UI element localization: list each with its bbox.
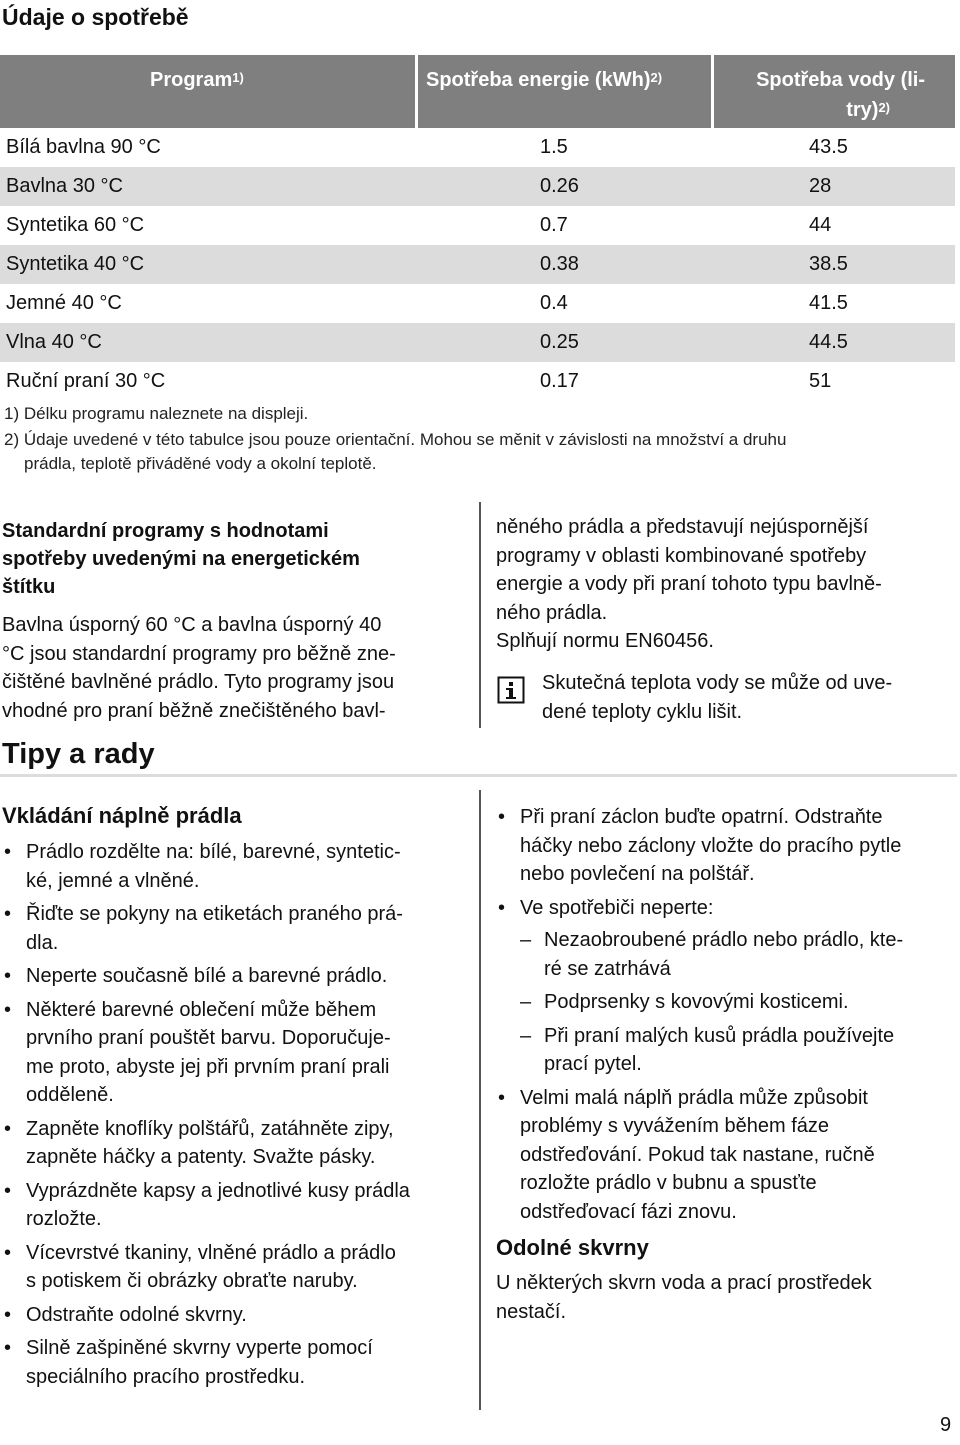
table-row <box>0 167 955 206</box>
standard-text-line: vhodné pro praní běžně znečištěného bavl- <box>2 699 386 722</box>
cell-energy: 0.25 <box>540 331 579 353</box>
note-2-line2: prádla, teplotě přiváděné vody a okolní teplotě. <box>24 454 377 473</box>
table-row <box>0 362 955 401</box>
standard-continued-line: Splňují normu EN60456. <box>496 630 714 652</box>
standard-programs-text <box>2 611 462 725</box>
right-item-do-not-wash <box>496 894 956 1079</box>
tips-title: Tipy a rady <box>2 738 155 770</box>
list-item <box>2 1239 467 1296</box>
loading-heading: Vkládání náplně prádla <box>2 803 242 828</box>
list-item-line: prvního praní pouštět barvu. Doporučuje- <box>26 1027 391 1049</box>
list-item <box>2 996 467 1110</box>
sub-list-item <box>520 1022 956 1079</box>
list-item-line: zapněte háčky a patenty. Svažte pásky. <box>26 1146 376 1168</box>
right-item-line: háčky nebo záclony vložte do pracího pytle <box>520 834 902 857</box>
standard-programs-continued <box>496 513 956 656</box>
cell-program: Syntetika 40 °C <box>6 253 145 275</box>
right-column <box>496 803 956 1326</box>
cell-program: Bavlna 30 °C <box>6 175 123 197</box>
sub-list-item <box>520 988 956 1017</box>
tips-rule <box>0 774 957 777</box>
table-header <box>0 55 955 128</box>
standard-heading-line: Standardní programy s hodnotami <box>2 520 329 542</box>
standard-text-line: °C jsou standardní programy pro běžně zne- <box>2 642 396 665</box>
right-item-line: nebo povlečení na polštář. <box>520 863 755 885</box>
list-item-line: • Vícevrstvé tkaniny, vlněné prádlo a prádlo <box>26 1241 396 1264</box>
cell-energy: 0.26 <box>540 175 579 197</box>
table-row <box>0 206 955 245</box>
header-water-line2: try) <box>846 99 879 121</box>
right-item-line: rozložte prádlo v bubnu a spusťte <box>520 1172 817 1194</box>
list-item-line: odděleně. <box>26 1084 114 1106</box>
section-title: Údaje o spotřebě <box>2 4 189 30</box>
cell-program: Bílá bavlna 90 °C <box>6 136 161 158</box>
info-note <box>542 669 952 726</box>
info-icon <box>497 676 525 704</box>
table-body <box>0 128 955 401</box>
list-item <box>2 1115 467 1172</box>
info-note-line: Skutečná teplota vody se může od uve- <box>542 672 893 694</box>
header-program-label: Program <box>150 69 233 91</box>
cell-energy: 0.4 <box>540 292 568 314</box>
list-item-line: speciálního pracího prostředku. <box>26 1365 306 1388</box>
header-energy-sup: 2) <box>650 70 663 85</box>
note-2 <box>4 428 786 476</box>
cell-program: Syntetika 60 °C <box>6 214 145 236</box>
stains-text-line: nestačí. <box>496 1300 567 1323</box>
column-divider-bottom <box>479 790 481 1410</box>
list-item-line: • Vyprázdněte kapsy a jednotlivé kusy prádla <box>26 1179 410 1202</box>
list-item <box>2 1177 467 1234</box>
sub-list-item-line: – Při praní malých kusů prádla používejte <box>544 1024 895 1047</box>
right-item-line: problémy s vyvážením během fáze <box>520 1115 830 1137</box>
sub-list-item-line: – Podprsenky s kovovými kosticemi. <box>544 991 849 1013</box>
loading-list <box>2 838 467 1391</box>
cell-energy: 0.38 <box>540 253 579 275</box>
right-list <box>496 803 956 1226</box>
cell-water: 28 <box>809 175 832 197</box>
list-item-line: • Neperte současně bílé a barevné prádlo. <box>26 965 388 987</box>
list-item-line: • Odstraňte odolné skvrny. <box>26 1303 247 1326</box>
right-item-line: odstřeďovací fázi znovu. <box>520 1200 737 1223</box>
list-item <box>2 962 467 991</box>
standard-programs-heading <box>2 517 462 601</box>
right-item-line: • Velmi malá náplň prádla může způsobit <box>520 1086 868 1109</box>
header-energy-label: Spotřeba energie (kWh) <box>426 69 651 91</box>
header-water <box>714 55 955 128</box>
stains-text <box>496 1269 956 1326</box>
list-item <box>2 900 467 957</box>
stains-text-line: U některých skvrn voda a prací prostředek <box>496 1272 872 1294</box>
list-item <box>2 838 467 895</box>
cell-program: Jemné 40 °C <box>6 292 122 314</box>
cell-energy: 0.17 <box>540 370 579 392</box>
cell-water: 44 <box>809 214 832 236</box>
table-row <box>0 128 955 167</box>
column-divider-top <box>479 502 481 728</box>
right-item-line: • Při praní záclon buďte opatrní. Odstraňte <box>520 806 883 828</box>
standard-text-line: čištěné bavlněné prádlo. Tyto programy jsou <box>2 671 395 693</box>
list-item-line: rozložte. <box>26 1208 102 1230</box>
header-program <box>0 55 418 128</box>
right-item-curtains <box>496 803 956 889</box>
header-water-line1: Spotřeba vody (li- <box>756 69 925 91</box>
right-item-small-load <box>496 1084 956 1227</box>
note-2-line1: 2) Údaje uvedené v této tabulce jsou pouze orientační. Mohou se měnit v závislosti na množství a druhu <box>4 430 787 449</box>
table-row <box>0 284 955 323</box>
list-item-line: s potiskem či obrázky obraťte naruby. <box>26 1270 358 1292</box>
list-item-line: ké, jemné a vlněné. <box>26 869 200 892</box>
standard-continued-line: něného prádla a představují nejúspornější <box>496 516 869 538</box>
cell-water: 38.5 <box>809 253 848 275</box>
header-water-sup: 2) <box>878 100 890 115</box>
cell-water: 51 <box>809 370 832 392</box>
standard-continued-line: energie a vody při praní tohoto typu bavlně- <box>496 573 882 595</box>
sub-list-item-line: prací pytel. <box>544 1053 642 1075</box>
list-item <box>2 1301 467 1330</box>
cell-water: 44.5 <box>809 331 848 353</box>
list-item <box>2 1334 467 1391</box>
standard-continued-line: programy v oblasti kombinované spotřeby <box>496 544 867 567</box>
list-item-line: • Prádlo rozdělte na: bílé, barevné, syntetic- <box>26 841 401 863</box>
cell-energy: 1.5 <box>540 136 568 158</box>
header-program-sup: 1) <box>232 70 244 85</box>
sub-list-item-line: – Nezaobroubené prádlo nebo prádlo, kte- <box>544 929 904 951</box>
table-row <box>0 245 955 284</box>
list-item-line: me proto, abyste jej při prvním praní prali <box>26 1055 390 1078</box>
table-row <box>0 323 955 362</box>
right-item-line: odstřeďování. Pokud tak nastane, ručně <box>520 1143 875 1166</box>
sub-list-item-line: ré se zatrhává <box>544 957 671 980</box>
list-item-line: • Řiďte se pokyny na etiketách praného prá- <box>26 903 403 925</box>
header-energy <box>418 55 714 128</box>
list-item-line: dla. <box>26 931 59 954</box>
standard-heading-line: spotřeby uvedenými na energetickém <box>2 548 360 570</box>
stains-heading: Odolné skvrny <box>496 1235 649 1260</box>
loading-section <box>2 803 467 1396</box>
cell-program: Vlna 40 °C <box>6 331 102 353</box>
list-item-line: • Silně zašpiněné skvrny vyperte pomocí <box>26 1337 373 1359</box>
sub-list-item <box>520 926 956 983</box>
standard-programs-left <box>2 517 462 725</box>
standard-programs-right <box>496 513 956 656</box>
consumption-table <box>0 55 955 401</box>
standard-continued-line: ného prádla. <box>496 601 608 624</box>
list-item-line: • Zapněte knoflíky polštářů, zatáhněte zipy, <box>26 1117 394 1140</box>
standard-heading-line: štítku <box>2 576 56 598</box>
cell-energy: 0.7 <box>540 214 568 236</box>
right-item-do-not-wash-label: • Ve spotřebiči neperte: <box>520 896 714 919</box>
list-item-line: • Některé barevné oblečení může během <box>26 998 377 1021</box>
cell-program: Ruční praní 30 °C <box>6 370 166 392</box>
cell-water: 43.5 <box>809 136 848 158</box>
page-number: 9 <box>940 1414 952 1436</box>
cell-water: 41.5 <box>809 292 848 314</box>
note-1: 1) Délku programu naleznete na displeji. <box>4 404 309 423</box>
info-note-line: dené teploty cyklu lišit. <box>542 700 743 723</box>
standard-text-line: Bavlna úsporný 60 °C a bavlna úsporný 40 <box>2 614 382 636</box>
do-not-wash-list <box>520 926 956 1079</box>
